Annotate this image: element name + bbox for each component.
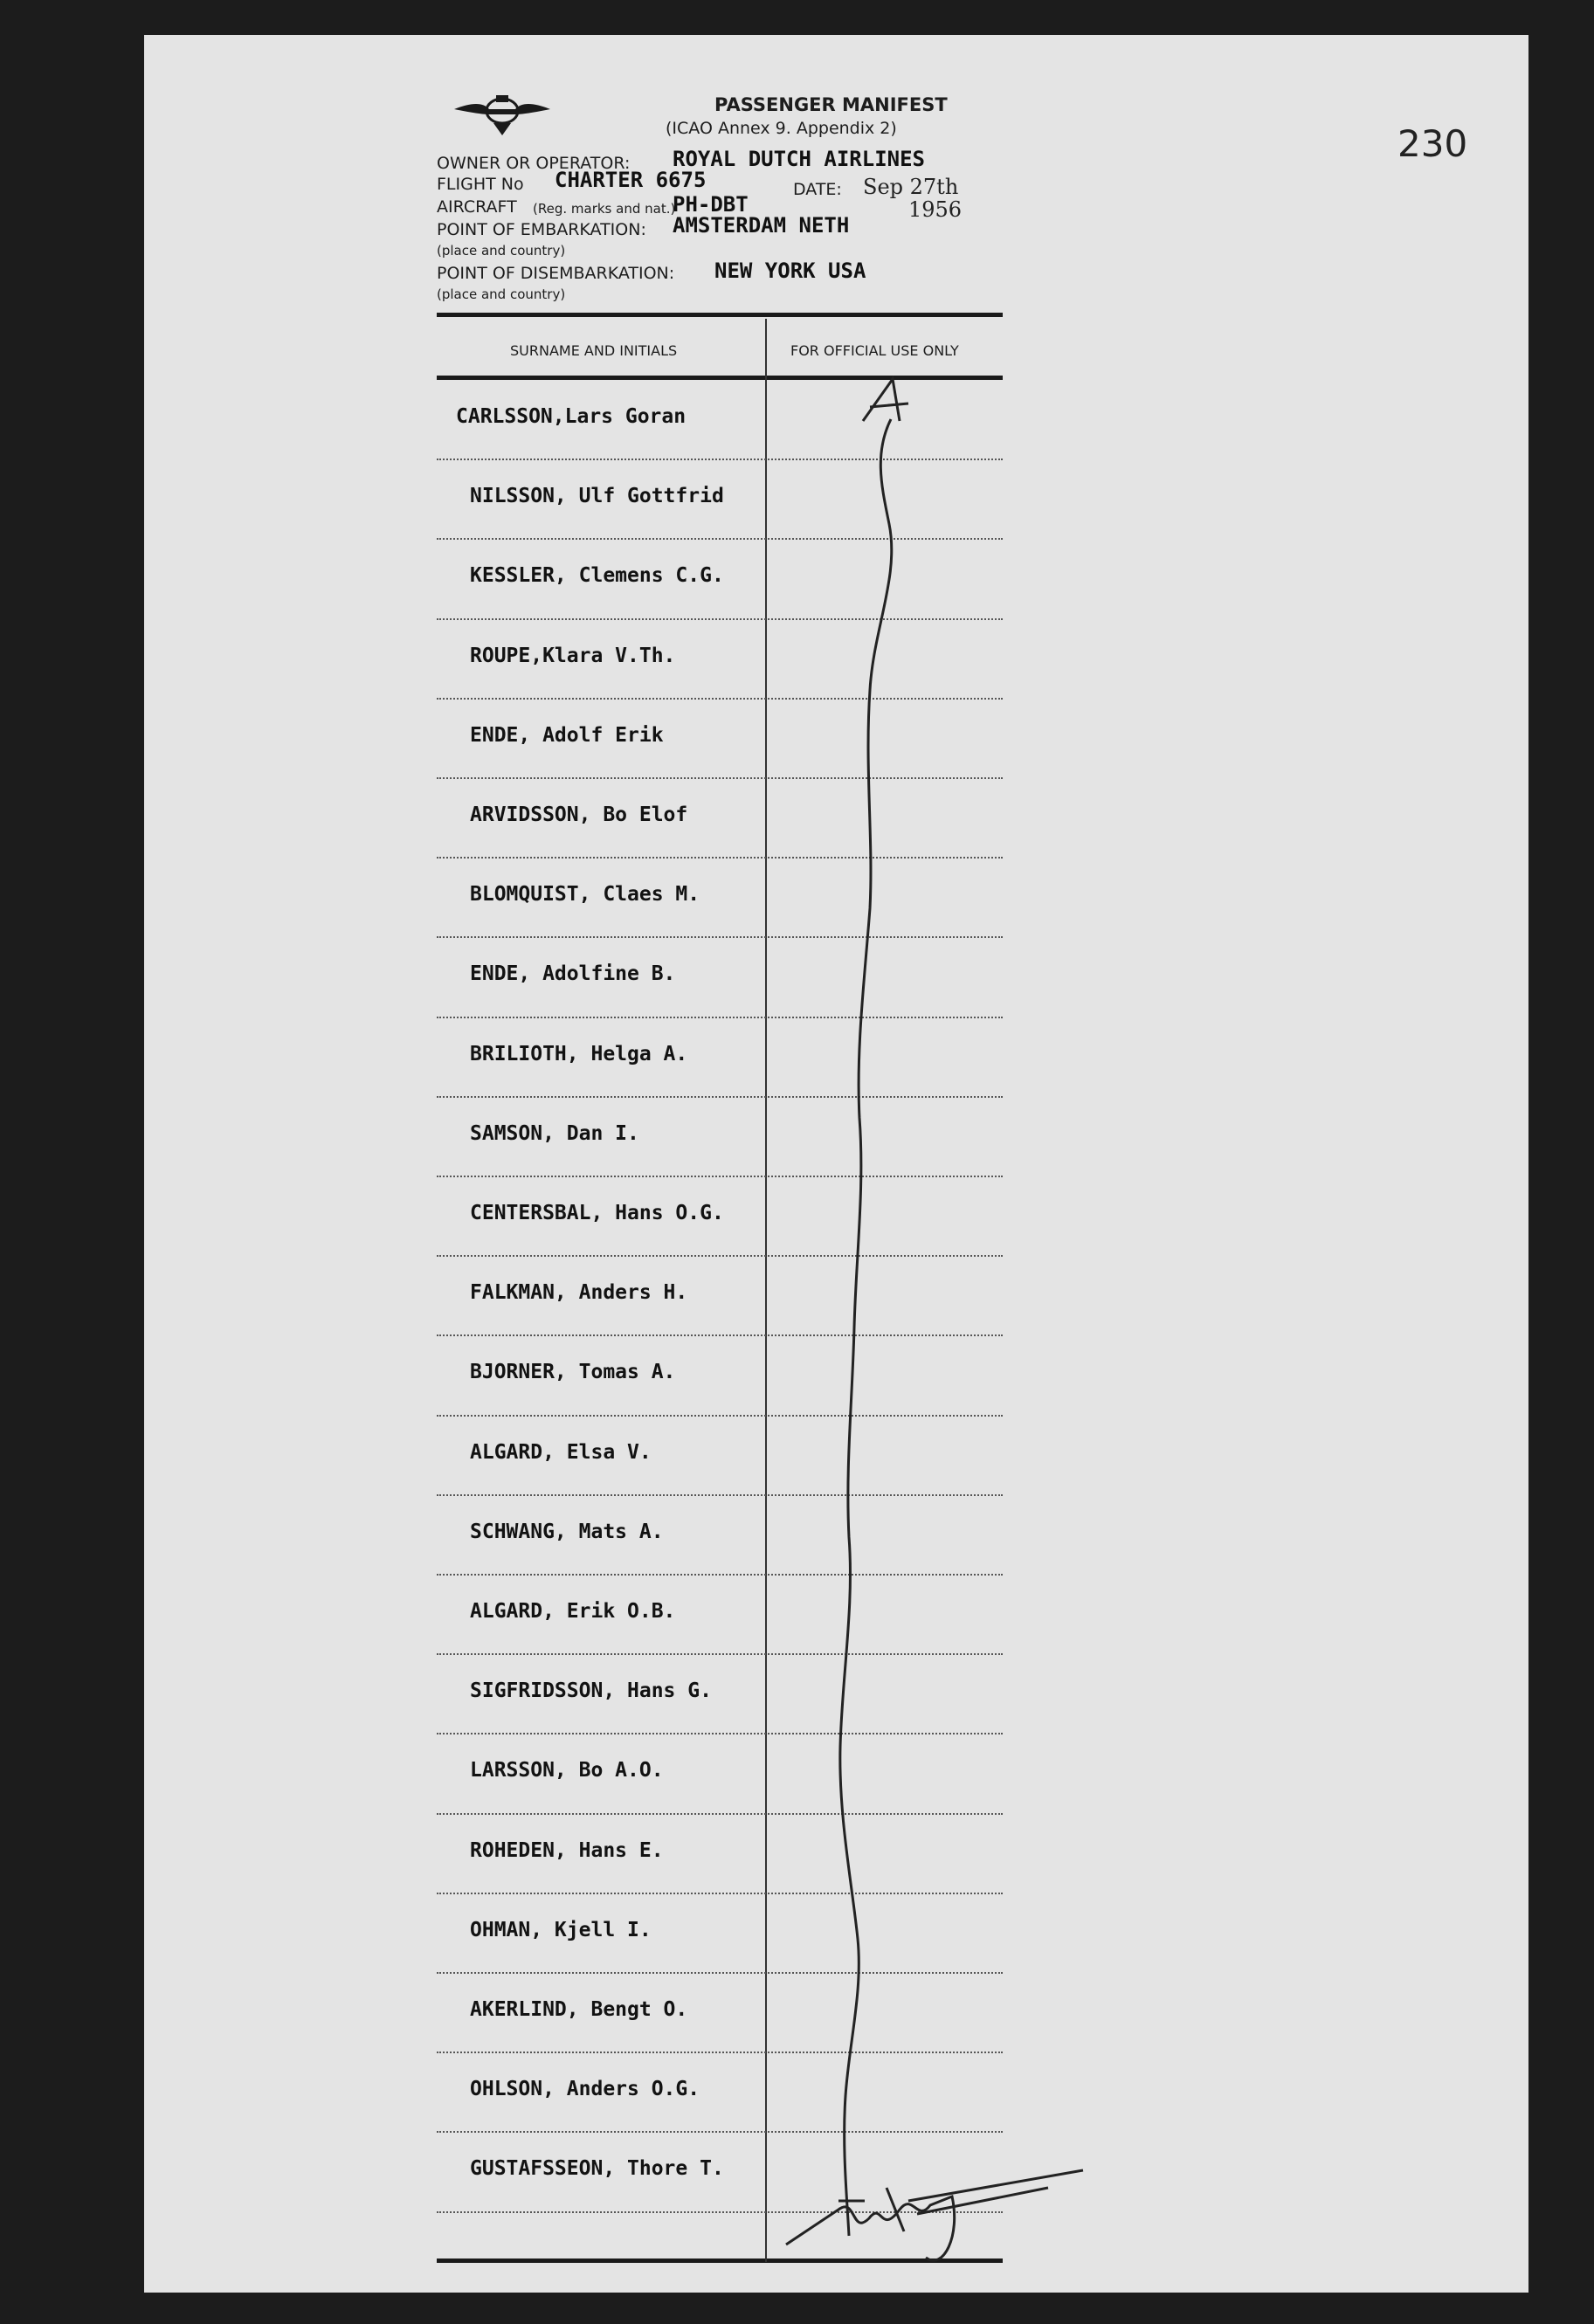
manifest-page [144,35,1528,2293]
row-divider [437,857,1003,859]
date-value: Sep 27th [863,175,959,199]
row-divider [437,1334,1003,1336]
airline-logo-icon [445,83,559,144]
date-year: 1956 [908,197,963,222]
passenger-name: ARVIDSSON, Bo Elof [470,803,688,826]
surname-column-header: SURNAME AND INITIALS [510,342,678,359]
aircraft-note: (Reg. marks and nat.) [533,201,676,217]
row-divider [437,936,1003,938]
passenger-name: OHMAN, Kjell I. [470,1918,652,1941]
passenger-name: SAMSON, Dan I. [470,1121,639,1145]
official-column-header: FOR OFFICIAL USE ONLY [790,342,959,359]
date-label: DATE: [793,180,842,199]
passenger-name: BRILIOTH, Helga A. [470,1042,688,1065]
aircraft-value: PH-DBT [673,192,749,217]
row-divider [437,777,1003,779]
passenger-name: ALGARD, Erik O.B. [470,1600,676,1623]
disembarkation-value: NEW YORK USA [714,259,866,283]
row-divider [437,2211,1003,2213]
header-rule [437,313,1003,317]
passenger-name: BJORNER, Tomas A. [470,1361,676,1384]
passenger-name: CENTERSBAL, Hans O.G. [470,1202,724,1224]
row-divider [437,1574,1003,1576]
row-divider [437,538,1003,540]
flight-label: FLIGHT No [437,175,524,194]
row-divider [437,1972,1003,1974]
embarkation-value: AMSTERDAM NETH [673,213,850,238]
embarkation-label: POINT OF EMBARKATION: [437,220,646,239]
footer-rule [437,2258,1003,2263]
form-title: PASSENGER MANIFEST [714,94,948,115]
row-divider [437,2131,1003,2133]
passenger-name: ALGARD, Elsa V. [470,1440,652,1464]
embarkation-note: (place and country) [437,243,566,259]
passenger-name: ROUPE,Klara V.Th. [470,644,676,667]
passenger-name: FALKMAN, Anders H. [470,1281,688,1305]
disembarkation-note: (place and country) [437,286,566,302]
row-divider [437,1893,1003,1894]
row-divider [437,459,1003,460]
row-divider [437,1494,1003,1496]
row-divider [437,1813,1003,1815]
passenger-name: AKERLIND, Bengt O. [470,1998,688,2021]
passenger-name: NILSSON, Ulf Gottfrid [470,485,724,508]
passenger-name: GUSTAFSSEON, Thore T. [470,2157,724,2181]
form-subtitle: (ICAO Annex 9. Appendix 2) [666,119,897,138]
passenger-name: ENDE, Adolf Erik [470,723,664,747]
row-divider [437,618,1003,620]
flight-value: CHARTER 6675 [555,168,707,192]
passenger-name: CARLSSON,Lars Goran [456,405,687,428]
row-divider [437,1176,1003,1177]
passenger-name: LARSSON, Bo A.O. [470,1759,664,1783]
page-number: 230 [1397,122,1468,165]
passenger-name: OHLSON, Anders O.G. [470,2078,700,2101]
row-divider [437,1653,1003,1655]
passenger-name: SIGFRIDSSON, Hans G. [470,1679,712,1703]
row-divider [437,2052,1003,2053]
passenger-name: KESSLER, Clemens C.G. [470,564,724,588]
row-divider [437,1017,1003,1018]
passenger-name: SCHWANG, Mats A. [470,1520,664,1543]
row-divider [437,698,1003,700]
row-divider [437,1733,1003,1734]
row-divider [437,1255,1003,1257]
column-header-rule [437,376,1003,380]
row-divider [437,1096,1003,1098]
column-divider [765,319,767,2262]
row-divider [437,1415,1003,1417]
owner-value: ROYAL DUTCH AIRLINES [673,147,925,171]
aircraft-label: AIRCRAFT [437,197,517,217]
owner-label: OWNER OR OPERATOR: [437,154,631,173]
passenger-name: BLOMQUIST, Claes M. [470,883,700,907]
passenger-name: ENDE, Adolfine B. [470,962,676,986]
passenger-name: ROHEDEN, Hans E. [470,1838,664,1862]
disembarkation-label: POINT OF DISEMBARKATION: [437,264,675,283]
